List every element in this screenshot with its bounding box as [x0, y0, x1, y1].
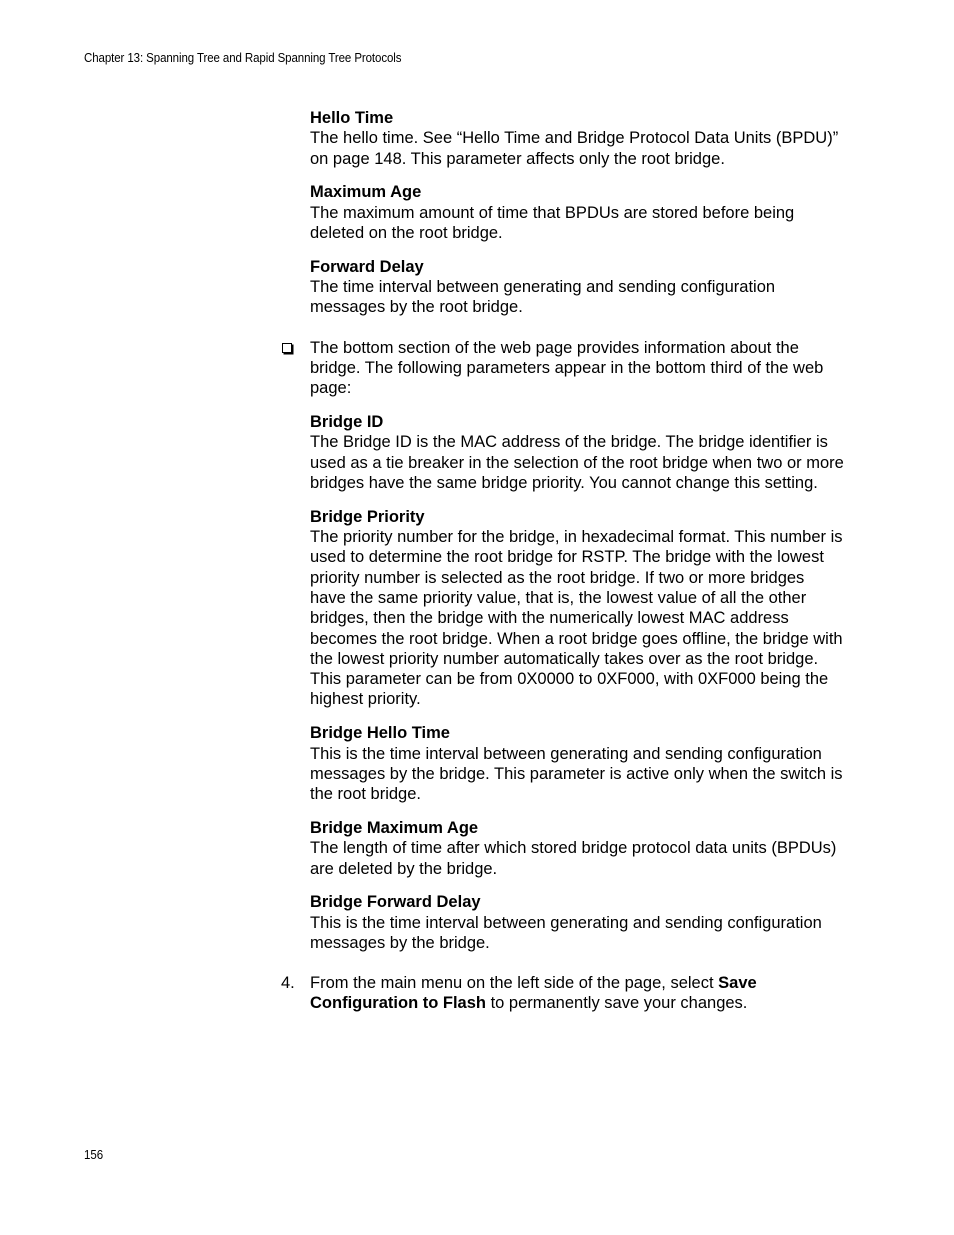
- param-bridge-maximum-age: [310, 818, 844, 879]
- param-title: Bridge Priority: [310, 507, 425, 526]
- main-content: [281, 108, 844, 1014]
- page-number: 156: [84, 1148, 104, 1162]
- param-title: Maximum Age: [310, 183, 422, 202]
- param-description: The maximum amount of time that BPDUs are stored before being deleted on the root bridge.: [310, 203, 795, 242]
- param-description: The hello time. See “Hello Time and Bridge Protocol Data Units (BPDU)” on page 148. This parameter affects only the root bridge.: [310, 129, 839, 168]
- param-hello-time: [310, 108, 844, 169]
- param-title: Bridge Hello Time: [310, 724, 450, 743]
- step-menu-item-name: Save Configuration to Flash: [310, 974, 757, 1013]
- param-description: The length of time after which stored bridge protocol data units (BPDUs) are deleted by the bridge.: [310, 839, 837, 878]
- param-description: The time interval between generating and sending configuration messages by the root bridge.: [310, 278, 776, 317]
- param-bridge-forward-delay: [310, 892, 844, 953]
- running-header: Chapter 13: Spanning Tree and Rapid Spanning Tree Protocols: [84, 51, 402, 65]
- param-bridge-hello-time: [310, 723, 844, 804]
- param-title: Hello Time: [310, 109, 394, 127]
- step-text-after: to permanently save your changes.: [485, 994, 748, 1013]
- param-forward-delay: [310, 257, 844, 318]
- step-text-before: From the main menu on the left side of the page, select: [310, 974, 719, 993]
- param-description: This is the time interval between generating and sending configuration messages by the bridge. This parameter is active only when the switch is the root bridge.: [310, 744, 843, 804]
- step-number: 4.: [281, 974, 295, 993]
- bullet-text: The bottom section of the web page provides information about the bridge. The following parameters appear in the bottom third of the web page:: [310, 338, 824, 398]
- checkbox-bullet-icon: [282, 343, 292, 353]
- param-description: This is the time interval between generating and sending configuration messages by the bridge.: [310, 913, 822, 952]
- param-title: Bridge Forward Delay: [310, 893, 481, 912]
- param-bridge-id: [310, 412, 844, 493]
- bullet-item: [310, 338, 844, 399]
- param-title: Bridge Maximum Age: [310, 818, 479, 837]
- param-description: The Bridge ID is the MAC address of the bridge. The bridge identifier is used as a tie breaker in the selection of the root bridge when two or more bridges have the same bridge priority. You cannot change this setting.: [310, 433, 844, 492]
- param-bridge-priority: [310, 507, 844, 710]
- step-text: [310, 974, 757, 1012]
- step-item: [281, 973, 844, 1014]
- param-maximum-age: [310, 182, 844, 243]
- param-title: Forward Delay: [310, 257, 424, 276]
- param-description: The priority number for the bridge, in hexadecimal format. This number is used to determine the root bridge for RSTP. The bridge with the lowest priority number is selected as the root bridge. If two or more bridges have the same priority value, that is, the lowest value of all the other bridges, then the bridge with the numerically lowest MAC address becomes the root bridge. When a root bridge goes offline, the bridge with the lowest priority number automatically takes over as the root bridge. This parameter can be from 0X0000 to 0XF000, with 0XF000 being the highest priority.: [310, 528, 843, 709]
- param-title: Bridge ID: [310, 413, 384, 432]
